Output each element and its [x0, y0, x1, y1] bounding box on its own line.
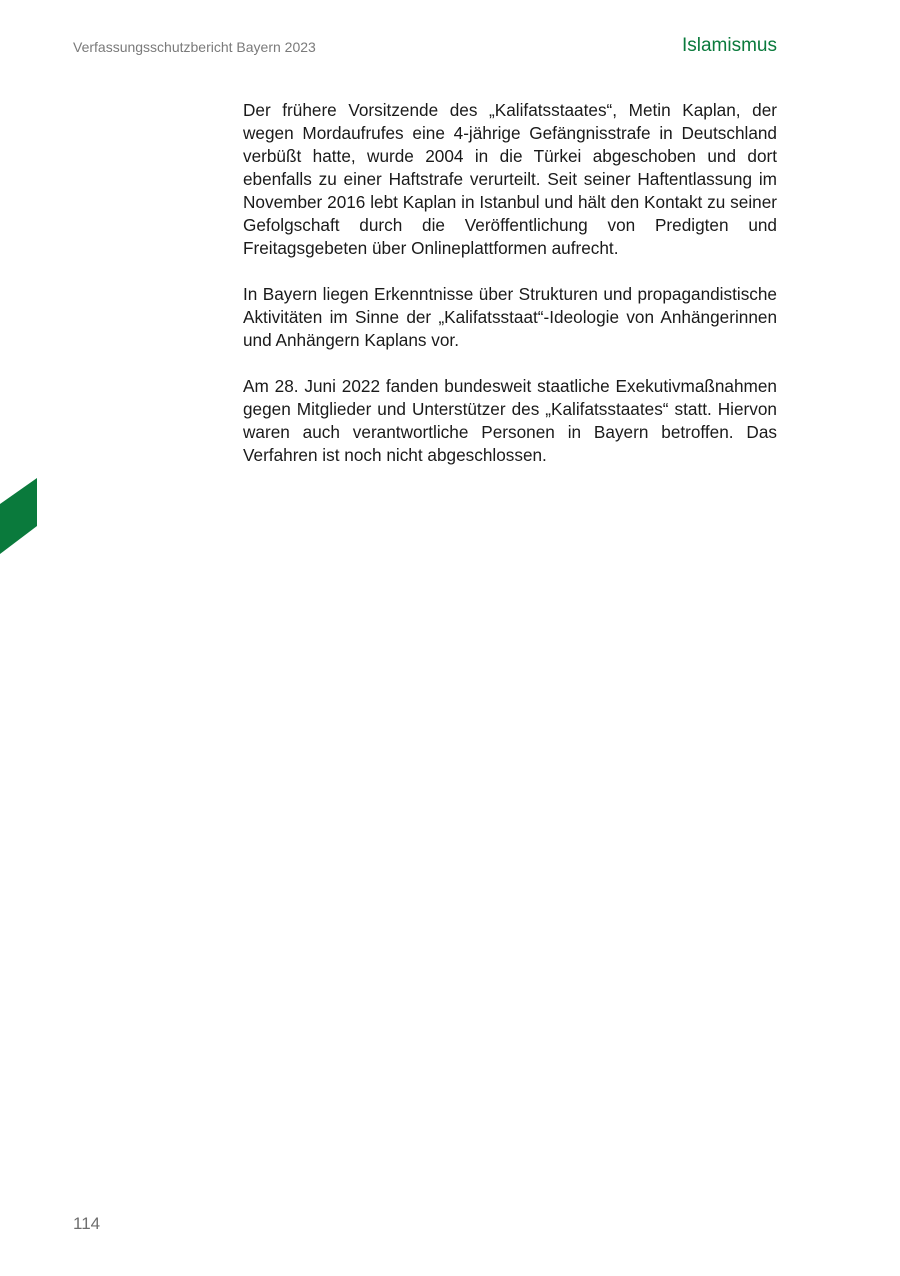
section-title: Islamismus — [681, 35, 777, 56]
paragraph-3: Am 28. Juni 2022 fanden bundesweit staatliche Exekutivmaßnahmen gegen Mitglieder und Unterstützer des „Kalifatsstaates“ statt. Hiervon waren auch verantwortliche Personen in Bayern betroffen. Das Verfahren ist noch nicht abgeschlossen. — [243, 376, 777, 465]
running-header-title: Verfassungsschutzbericht Bayern 2023 — [73, 39, 316, 55]
paragraph-2: In Bayern liegen Erkenntnisse über Strukturen und propagandistische Aktivitäten im Sinne der „Kalifatsstaat“-Ideologie von Anhängerinnen und Anhängern Kaplans vor. — [243, 284, 777, 350]
paragraph-1: Der frühere Vorsitzende des „Kalifatsstaates“, Metin Kaplan, der wegen Mordaufrufes eine 4-jährige Gefängnisstrafe in Deutschland verbüßt hatte, wurde 2004 in die Türkei abgeschoben und dort ebenfalls zu einer Haftstrafe verurteilt. Seit seiner Haftentlassung im November 2016 lebt Kaplan in Istanbul und hält den Kontakt zu seiner Gefolgschaft durch die Veröffentlichung von Predigten und Freitagsgebeten über Onlineplattformen aufrecht. — [243, 100, 777, 258]
page-number: 114 — [73, 1214, 101, 1233]
section-tab-marker — [0, 478, 37, 554]
body-text — [243, 99, 777, 490]
